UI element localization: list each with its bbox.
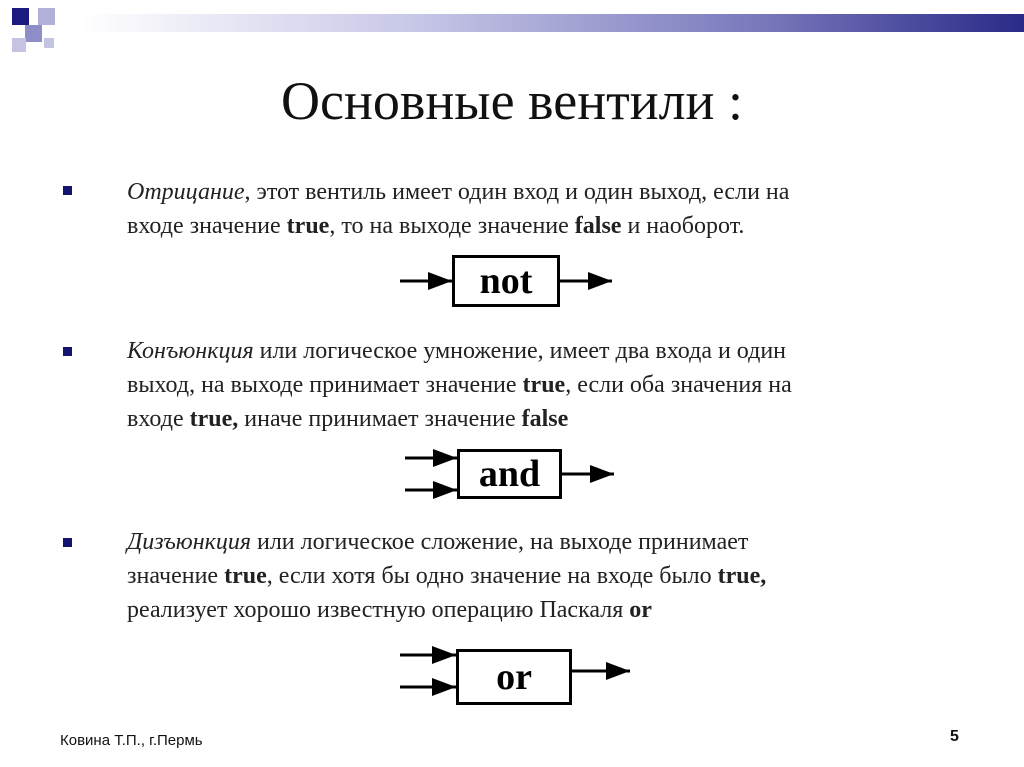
gate-not: not	[452, 255, 560, 307]
keyword: or	[629, 597, 652, 623]
keyword: false	[574, 213, 622, 239]
footer-author: Ковина Т.П., г.Пермь	[60, 732, 203, 749]
text: или логическое умножение, имеет два входа и один	[253, 338, 787, 364]
page-number: 5	[950, 728, 959, 745]
text: входе	[127, 406, 190, 432]
keyword: true	[522, 372, 566, 398]
term-negation: Отрицание	[127, 179, 245, 205]
text: , то на выходе значение	[329, 213, 575, 239]
keyword: true,	[189, 406, 239, 432]
text: , если оба значения на	[565, 372, 792, 398]
term-conjunction: Конъюнкция	[127, 338, 254, 364]
keyword: true	[224, 563, 267, 589]
keyword: true	[286, 213, 330, 239]
text: , если хотя бы одно значение на входе было	[266, 563, 718, 589]
text: реализует хорошо известную операцию Паскаля	[127, 597, 630, 623]
keyword: false	[521, 406, 569, 432]
text: входе значение	[127, 213, 287, 239]
gate-or: or	[456, 649, 572, 705]
slide-title: Основные вентили :	[281, 71, 743, 131]
gate-and: and	[457, 449, 562, 499]
text: , этот вентиль имеет один вход и один выход, если на	[244, 179, 790, 205]
keyword: true,	[717, 563, 767, 589]
text: выход, на выходе принимает значение	[127, 372, 523, 398]
term-disjunction: Дизъюнкция	[127, 529, 251, 555]
text: иначе принимает значение	[238, 406, 522, 432]
text: и наоборот.	[621, 213, 745, 239]
text: или логическое сложение, на выходе принимает	[250, 529, 749, 555]
text: значение	[127, 563, 225, 589]
